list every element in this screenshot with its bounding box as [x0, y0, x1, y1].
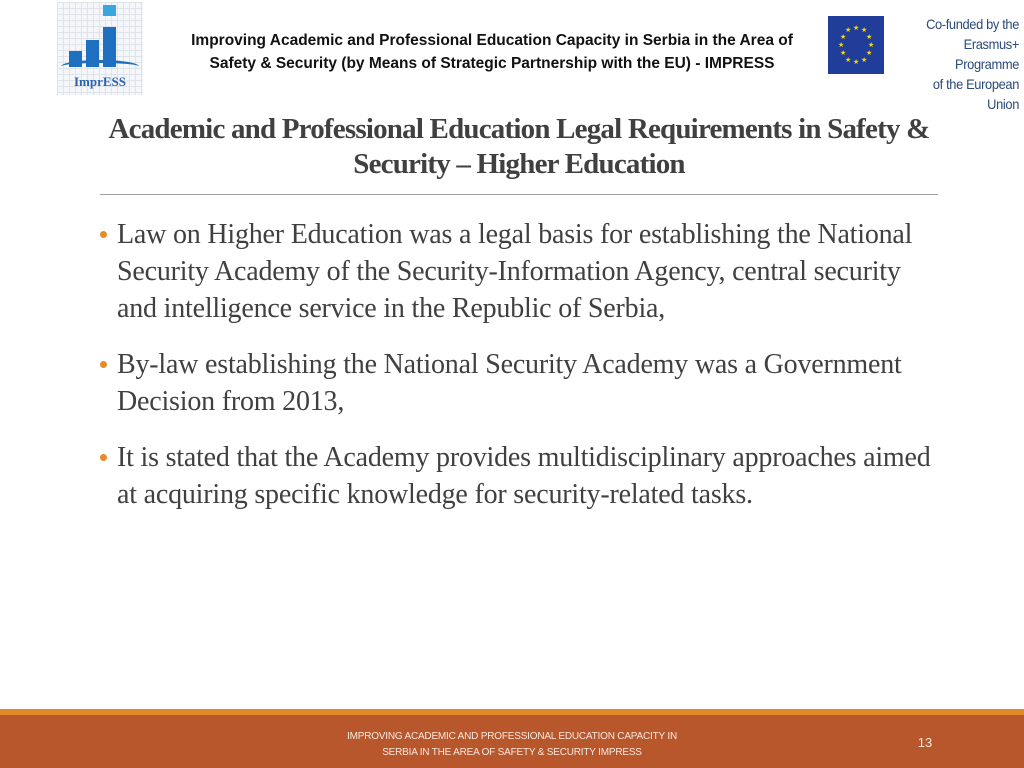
footer-text: [300, 729, 724, 761]
title-divider: [100, 194, 938, 195]
logo-text: ImprESS: [73, 74, 127, 89]
bullet-dot-icon: [100, 231, 107, 238]
logo-bar-top-icon: [103, 5, 116, 16]
bullet-list: [98, 216, 938, 532]
eu-text-line: Co-funded by the: [926, 16, 1019, 32]
eu-text-line: of the European Union: [932, 76, 1019, 112]
bullet-text: It is stated that the Academy provides multidisciplinary approaches aimed at acquiring specific knowledge for security-related tasks.: [117, 442, 931, 510]
project-title: Improving Academic and Professional Education Capacity in Serbia in the Area of Safety & Security (by Means of Strategic Partnership with the EU) - IMPRESS: [191, 32, 793, 72]
bullet-dot-icon: [100, 361, 107, 368]
bullet-item: [98, 439, 938, 513]
slide-title: Academic and Professional Education Legal Requirements in Safety & Security – Higher Education: [108, 113, 930, 180]
eu-text-line: Erasmus+ Programme: [955, 36, 1019, 72]
eu-flag-icon: ★ ★ ★ ★ ★ ★ ★ ★ ★ ★ ★ ★: [828, 16, 884, 74]
page-number: 13: [917, 735, 933, 750]
bullet-item: [98, 216, 938, 327]
eu-cofunded-text: [903, 14, 1019, 114]
footer-line: IMPROVING ACADEMIC AND PROFESSIONAL EDUCATION CAPACITY IN: [347, 731, 677, 742]
bullet-text: By-law establishing the National Security Academy was a Government Decision from 2013,: [117, 349, 902, 417]
impress-logo: [57, 2, 143, 95]
footer: [0, 715, 1024, 768]
footer-line: SERBIA IN THE AREA OF SAFETY & SECURITY IMPRESS: [382, 747, 642, 758]
logo-arc-icon: [61, 60, 139, 73]
bullet-dot-icon: [100, 454, 107, 461]
bullet-text: Law on Higher Education was a legal basis for establishing the National Security Academy of the Security-Information Agency, central security and intelligence service in the Republic of Serbia,: [117, 219, 913, 324]
bullet-item: [98, 346, 938, 420]
